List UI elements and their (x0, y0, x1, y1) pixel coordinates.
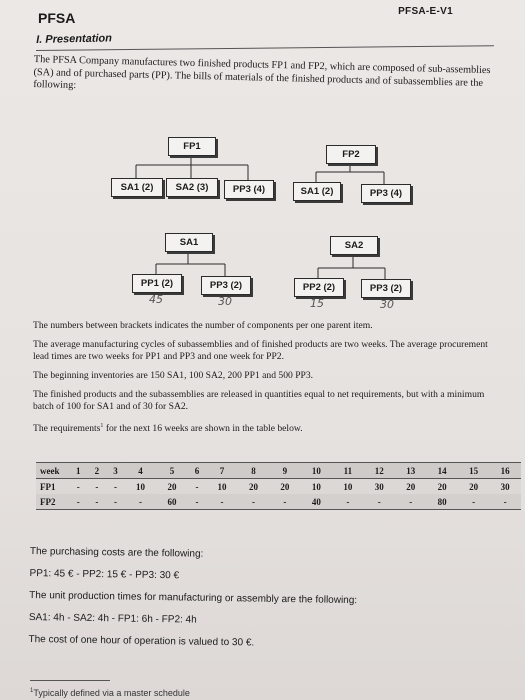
node-fp1-sa2: SA2 (3) (166, 178, 218, 197)
week-cell: 9 (269, 463, 300, 479)
table-cell: - (489, 494, 521, 510)
explanation-paragraphs (33, 320, 503, 442)
node-sa2-pp2: PP2 (2) (294, 278, 344, 297)
table-cell: - (125, 494, 156, 510)
week-cell: 6 (188, 463, 207, 479)
handwritten-note: 30 (380, 298, 394, 311)
table-cell: - (88, 479, 107, 495)
table-cell: - (395, 494, 426, 510)
node-fp2-sa1: SA1 (2) (293, 182, 341, 201)
table-cell: - (269, 494, 300, 510)
week-header: week (36, 463, 69, 479)
table-cell: 30 (489, 479, 521, 495)
table-cell: 10 (206, 479, 237, 495)
table-cell: - (69, 494, 88, 510)
handwritten-note: 15 (310, 297, 324, 310)
row-label: FP2 (36, 494, 69, 510)
table-cell: - (188, 479, 207, 495)
footnote-number: 1 (30, 688, 34, 694)
week-cell: 14 (426, 463, 457, 479)
table-header-row (36, 463, 521, 479)
costs-line: SA1: 4h - SA2: 4h - FP1: 6h - FP2: 4h (28, 611, 197, 626)
table-row (36, 494, 521, 510)
paragraph: The finished products and the subassemblies are released in quantities equal to net requirements, but with a minimum batch of 100 for SA1 and of 30 for SA2. (33, 389, 485, 412)
paragraph: The numbers between brackets indicates the number of components per one parent item. (33, 320, 373, 331)
table-cell: 10 (332, 479, 363, 495)
node-fp1-sa1: SA1 (2) (111, 178, 163, 197)
week-cell: 1 (69, 463, 88, 479)
intro-paragraph: The PFSA Company manufactures two finished products FP1 and FP2, which are composed of sub-assemblies (SA) and of purchased parts (PP). The bills of materials of the finished products and of subassemblies are the following: (33, 54, 491, 92)
paragraph: The beginning inventories are 150 SA1, 100 SA2, 200 PP1 and 500 PP3. (33, 370, 314, 381)
footnote-text: Typically defined via a master schedule (33, 688, 190, 698)
document-code: PFSA-E-V1 (398, 6, 453, 17)
document-title: PFSA (38, 10, 76, 26)
requirements-intro-text: for the next 16 weeks are shown in the table below. (105, 423, 303, 435)
table-cell: 20 (458, 479, 489, 495)
node-fp2-pp3: PP3 (4) (361, 184, 411, 203)
node-sa1: SA1 (165, 233, 213, 252)
table-cell: 20 (426, 479, 457, 495)
table-cell: 20 (395, 479, 426, 495)
node-sa1-pp1: PP1 (2) (132, 274, 182, 293)
node-fp2: FP2 (326, 145, 376, 164)
costs-line: The cost of one hour of operation is valued to 30 €. (28, 633, 255, 649)
section-title: I. Presentation (36, 32, 113, 46)
costs-line: The unit production times for manufacturing or assembly are the following: (29, 589, 358, 607)
footnote-divider (30, 680, 110, 681)
bom-diagram (0, 0, 525, 330)
costs-line: The purchasing costs are the following: (29, 546, 204, 560)
table-cell: - (364, 494, 395, 510)
node-sa2-pp3: PP3 (2) (361, 279, 411, 298)
table-cell: 20 (238, 479, 269, 495)
week-cell: 12 (364, 463, 395, 479)
handwritten-note: 30 (218, 295, 232, 308)
paragraph: The average manufacturing cycles of subassemblies and of finished products are two weeks. The average procurement lead times are two weeks for PP1 and PP3 and one week for PP2. (33, 339, 488, 362)
requirements-word: The requirements (33, 423, 101, 435)
footnote (30, 688, 190, 698)
table-cell: 30 (364, 479, 395, 495)
handwritten-note: 45 (149, 293, 163, 306)
node-sa1-pp3: PP3 (2) (201, 276, 251, 295)
costs-section (28, 546, 510, 664)
node-fp1-pp3: PP3 (4) (224, 180, 274, 199)
week-cell: 13 (395, 463, 426, 479)
table-cell: 10 (125, 479, 156, 495)
table-cell: 40 (301, 494, 332, 510)
node-sa2: SA2 (330, 236, 378, 255)
week-cell: 4 (125, 463, 156, 479)
week-cell: 15 (458, 463, 489, 479)
week-cell: 2 (88, 463, 107, 479)
table-cell: 20 (156, 479, 187, 495)
table-cell: - (188, 494, 207, 510)
requirements-table (36, 462, 521, 510)
table-cell: 80 (426, 494, 457, 510)
node-fp1: FP1 (168, 137, 216, 156)
week-cell: 11 (332, 463, 363, 479)
table-cell: - (238, 494, 269, 510)
table-cell: - (332, 494, 363, 510)
table-cell: - (69, 479, 88, 495)
costs-line: PP1: 45 € - PP2: 15 € - PP3: 30 € (29, 567, 180, 582)
table-cell: 10 (301, 479, 332, 495)
table-cell: - (106, 479, 125, 495)
week-cell: 5 (156, 463, 187, 479)
table-cell: 60 (156, 494, 187, 510)
table-cell: - (106, 494, 125, 510)
table-cell: - (88, 494, 107, 510)
requirements-intro (33, 420, 503, 435)
table-row (36, 479, 521, 495)
week-cell: 10 (301, 463, 332, 479)
table-cell: 20 (269, 479, 300, 495)
week-cell: 16 (489, 463, 521, 479)
week-cell: 7 (206, 463, 237, 479)
table-cell: - (458, 494, 489, 510)
week-cell: 3 (106, 463, 125, 479)
row-label: FP1 (36, 479, 69, 495)
footnote-reference: 1 (100, 423, 104, 429)
week-cell: 8 (238, 463, 269, 479)
bom-connectors (0, 0, 525, 330)
table-cell: - (206, 494, 237, 510)
